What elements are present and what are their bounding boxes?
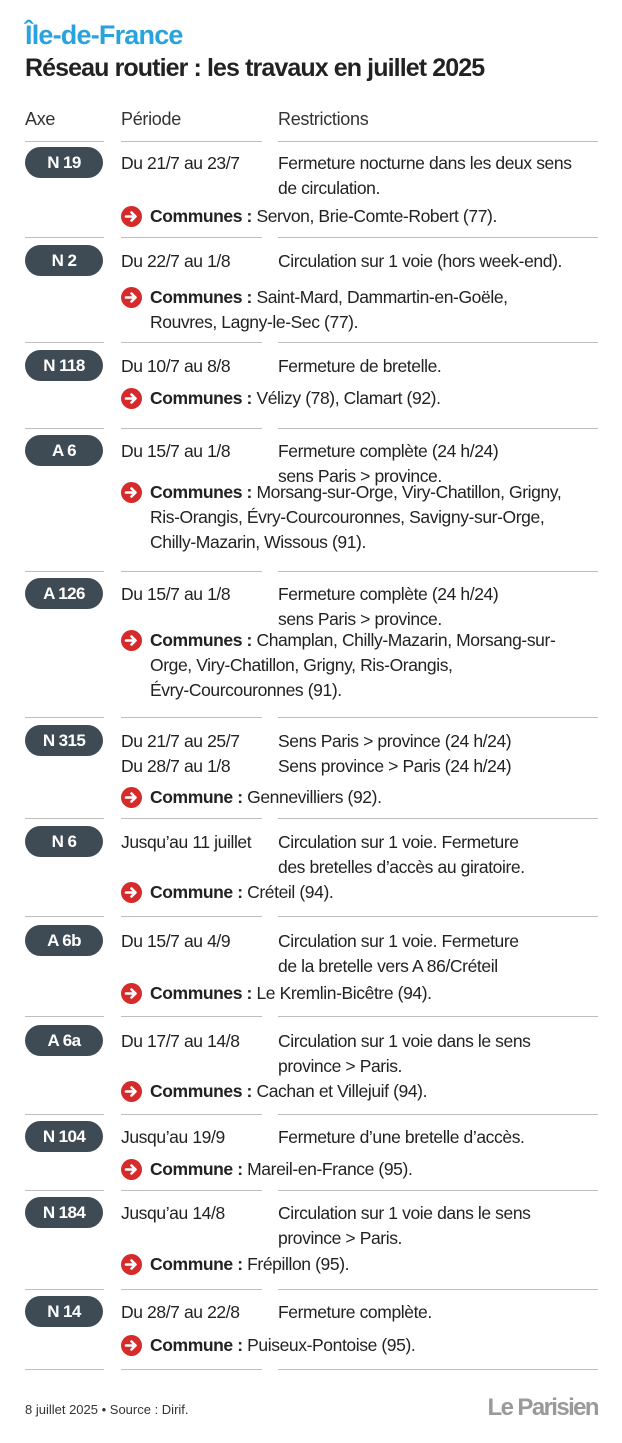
row-divider (278, 916, 598, 917)
row-divider (278, 342, 598, 343)
communes-line: Ris-Orangis, Évry-Courcouronnes, Savigny-sur-Orge, (150, 507, 545, 527)
communes-cell (150, 785, 610, 810)
axe-badge: N 6 (25, 826, 103, 857)
publisher-logo: Le Parisien (487, 1394, 598, 1421)
row-divider (25, 1114, 104, 1115)
communes-value: Gennevilliers (92). (247, 787, 382, 807)
row-divider (121, 237, 262, 238)
period-line: Du 17/7 au 14/8 (121, 1031, 240, 1051)
restriction-line: Circulation sur 1 voie dans le sens (278, 1203, 531, 1223)
arrow-circle-right-icon (121, 206, 142, 227)
communes-label: Communes : (150, 388, 252, 408)
row-divider (25, 237, 104, 238)
period-line: Du 15/7 au 4/9 (121, 931, 231, 951)
restrictions-cell (278, 354, 608, 379)
communes-label: Communes : (150, 482, 252, 502)
arrow-circle-right-icon (121, 882, 142, 903)
period-line: Du 21/7 au 25/7 (121, 731, 240, 751)
communes-label: Commune : (150, 882, 243, 902)
restriction-line: Circulation sur 1 voie. Fermeture (278, 832, 519, 852)
restriction-line: de circulation. (278, 178, 380, 198)
row-divider (25, 141, 104, 142)
arrow-circle-right-icon (121, 630, 142, 651)
communes-value: Frépillon (95). (247, 1254, 350, 1274)
row-divider (121, 1016, 262, 1017)
arrow-circle-right-icon (121, 388, 142, 409)
row-divider (278, 1369, 598, 1370)
period-line: Du 15/7 au 1/8 (121, 584, 231, 604)
communes-value: Mareil-en-France (95). (247, 1159, 413, 1179)
period-line: Du 15/7 au 1/8 (121, 441, 231, 461)
row-divider (121, 428, 262, 429)
communes-cell (150, 1079, 610, 1104)
communes-line (150, 1079, 610, 1104)
restriction-line: Sens Paris > province (24 h/24) (278, 731, 512, 751)
axe-badge: A 6b (25, 925, 103, 956)
communes-line (150, 1157, 610, 1182)
period-cell (121, 582, 230, 607)
period-cell (121, 249, 230, 274)
communes-line (150, 981, 610, 1006)
communes-cell (150, 1252, 610, 1277)
restriction-line: province > Paris. (278, 1228, 403, 1248)
axe-badge: A 126 (25, 578, 103, 609)
arrow-circle-right-icon (121, 1335, 142, 1356)
restrictions-cell (278, 1201, 608, 1251)
column-header-axe: Axe (25, 109, 56, 129)
restriction-line: Sens province > Paris (24 h/24) (278, 756, 512, 776)
restrictions-cell (278, 249, 608, 274)
restriction-line: Fermeture de bretelle. (278, 356, 442, 376)
communes-line (150, 785, 610, 810)
row-divider (121, 342, 262, 343)
communes-value: Champlan, Chilly-Mazarin, Morsang-sur- (256, 630, 556, 650)
communes-label: Communes : (150, 1081, 252, 1101)
communes-value: Saint-Mard, Dammartin-en-Goële, (256, 287, 508, 307)
period-line: Jusqu’au 14/8 (121, 1203, 225, 1223)
restriction-line: sens Paris > province. (278, 466, 442, 486)
arrow-circle-right-icon (121, 983, 142, 1004)
restrictions-cell (278, 1029, 608, 1079)
period-line: Du 22/7 au 1/8 (121, 251, 231, 271)
row-divider (121, 1114, 262, 1115)
communes-cell (150, 285, 610, 335)
axe-badge: A 6a (25, 1025, 103, 1056)
period-line: Jusqu’au 11 juillet (121, 832, 252, 852)
period-cell (121, 1300, 240, 1325)
communes-line: Orge, Viry-Chatillon, Grigny, Ris-Orangis, (150, 655, 453, 675)
communes-cell (150, 386, 610, 411)
row-divider (25, 1016, 104, 1017)
axe-badge: N 315 (25, 725, 103, 756)
period-cell (121, 1029, 240, 1054)
communes-cell (150, 880, 610, 905)
restriction-line: des bretelles d’accès au giratoire. (278, 857, 525, 877)
communes-value: Cachan et Villejuif (94). (256, 1081, 428, 1101)
communes-value: Morsang-sur-Orge, Viry-Chatillon, Grigny, (256, 482, 562, 502)
arrow-circle-right-icon (121, 482, 142, 503)
restrictions-cell (278, 1300, 608, 1325)
restrictions-cell (278, 929, 608, 979)
page-title: Réseau routier : les travaux en juillet 2025 (25, 54, 485, 82)
row-divider (25, 571, 104, 572)
restriction-line: Circulation sur 1 voie (hors week-end). (278, 251, 562, 271)
row-divider (278, 1190, 598, 1191)
restrictions-cell (278, 582, 608, 632)
row-divider (121, 141, 262, 142)
communes-label: Commune : (150, 787, 243, 807)
communes-line: Rouvres, Lagny-le-Sec (77). (150, 312, 359, 332)
arrow-circle-right-icon (121, 1254, 142, 1275)
axe-badge: N 19 (25, 147, 103, 178)
row-divider (278, 571, 598, 572)
communes-line: Chilly-Mazarin, Wissous (91). (150, 532, 366, 552)
column-header-restrictions: Restrictions (278, 109, 369, 129)
arrow-circle-right-icon (121, 287, 142, 308)
row-divider (278, 428, 598, 429)
row-divider (121, 1190, 262, 1191)
row-divider (25, 1190, 104, 1191)
period-cell (121, 1201, 225, 1226)
arrow-circle-right-icon (121, 1081, 142, 1102)
arrow-circle-right-icon (121, 1159, 142, 1180)
footer-source: 8 juillet 2025 • Source : Dirif. (25, 1402, 189, 1417)
row-divider (121, 571, 262, 572)
restriction-line: sens Paris > province. (278, 609, 442, 629)
period-line: Du 21/7 au 23/7 (121, 153, 240, 173)
row-divider (25, 717, 104, 718)
restrictions-cell (278, 1125, 608, 1150)
restriction-line: Fermeture complète. (278, 1302, 432, 1322)
communes-label: Communes : (150, 630, 252, 650)
row-divider (278, 1114, 598, 1115)
row-divider (121, 916, 262, 917)
axe-badge: N 184 (25, 1197, 103, 1228)
period-line: Du 10/7 au 8/8 (121, 356, 231, 376)
communes-value: Servon, Brie-Comte-Robert (77). (256, 206, 497, 226)
axe-badge: N 118 (25, 350, 103, 381)
communes-value: Le Kremlin-Bicêtre (94). (256, 983, 432, 1003)
communes-cell (150, 480, 610, 555)
communes-value: Vélizy (78), Clamart (92). (256, 388, 441, 408)
restrictions-cell (278, 830, 608, 880)
period-cell (121, 439, 230, 464)
communes-label: Commune : (150, 1159, 243, 1179)
communes-cell (150, 204, 610, 229)
restriction-line: Fermeture nocturne dans les deux sens (278, 153, 572, 173)
row-divider (278, 818, 598, 819)
communes-value: Puiseux-Pontoise (95). (247, 1335, 416, 1355)
row-divider (25, 342, 104, 343)
row-divider (121, 1369, 262, 1370)
column-header-periode: Période (121, 109, 181, 129)
period-cell (121, 729, 240, 779)
restriction-line: Fermeture complète (24 h/24) (278, 584, 499, 604)
period-cell (121, 929, 230, 954)
period-line: Jusqu’au 19/9 (121, 1127, 225, 1147)
communes-line: Évry-Courcouronnes (91). (150, 680, 342, 700)
restrictions-cell (278, 151, 608, 201)
period-cell (121, 830, 251, 855)
row-divider (121, 1289, 262, 1290)
period-line: Du 28/7 au 22/8 (121, 1302, 240, 1322)
axe-badge: A 6 (25, 435, 103, 466)
period-cell (121, 354, 230, 379)
communes-line (150, 204, 610, 229)
restriction-line: Fermeture complète (24 h/24) (278, 441, 499, 461)
row-divider (25, 1369, 104, 1370)
period-cell (121, 151, 240, 176)
restrictions-cell (278, 729, 608, 779)
axe-badge: N 2 (25, 245, 103, 276)
communes-line (150, 386, 610, 411)
row-divider (278, 1016, 598, 1017)
row-divider (25, 428, 104, 429)
restriction-line: Circulation sur 1 voie dans le sens (278, 1031, 531, 1051)
communes-label: Commune : (150, 1335, 243, 1355)
row-divider (25, 1289, 104, 1290)
communes-cell (150, 981, 610, 1006)
axe-badge: N 14 (25, 1296, 103, 1327)
period-cell (121, 1125, 225, 1150)
restriction-line: Fermeture d’une bretelle d’accès. (278, 1127, 525, 1147)
row-divider (278, 717, 598, 718)
row-divider (278, 1289, 598, 1290)
communes-line (150, 1333, 610, 1358)
row-divider (25, 818, 104, 819)
row-divider (278, 237, 598, 238)
communes-value: Créteil (94). (247, 882, 334, 902)
communes-line (150, 480, 610, 505)
communes-line (150, 1252, 610, 1277)
row-divider (121, 818, 262, 819)
communes-label: Commune : (150, 1254, 243, 1274)
row-divider (278, 141, 598, 142)
communes-cell (150, 628, 610, 703)
communes-label: Communes : (150, 983, 252, 1003)
communes-line (150, 880, 610, 905)
row-divider (25, 916, 104, 917)
communes-label: Communes : (150, 287, 252, 307)
restriction-line: Circulation sur 1 voie. Fermeture (278, 931, 519, 951)
communes-line (150, 285, 610, 310)
communes-cell (150, 1333, 610, 1358)
period-line: Du 28/7 au 1/8 (121, 756, 231, 776)
communes-cell (150, 1157, 610, 1182)
region-title: Île-de-France (25, 20, 183, 50)
restriction-line: de la bretelle vers A 86/Créteil (278, 956, 498, 976)
communes-line (150, 628, 610, 653)
row-divider (121, 717, 262, 718)
arrow-circle-right-icon (121, 787, 142, 808)
restriction-line: province > Paris. (278, 1056, 403, 1076)
communes-label: Communes : (150, 206, 252, 226)
axe-badge: N 104 (25, 1121, 103, 1152)
